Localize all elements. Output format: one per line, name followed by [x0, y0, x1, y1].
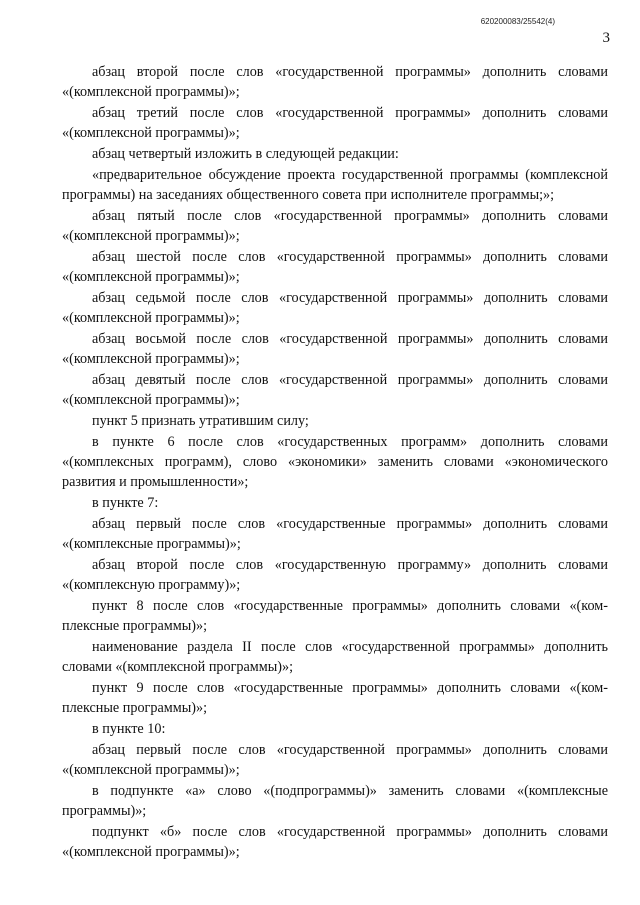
paragraph: абзац второй после слов «государственную программу» дополнить словами «(комплексную программу)»;	[62, 557, 608, 593]
paragraph: абзац восьмой после слов «государственной программы» дополнить словами «(комплексной программы)»;	[62, 331, 608, 367]
paragraph: абзац первый после слов «государственные программы» дополнить словами «(комплексные программы)»;	[62, 516, 608, 552]
paragraph: абзац третий после слов «государственной программы» дополнить словами «(комплексной программы)»;	[62, 105, 608, 141]
document-body	[62, 62, 608, 863]
paragraph: наименование раздела II после слов «государственной программы» дополнить словами «(комплексной программы)»;	[62, 639, 608, 675]
paragraph: в пункте 6 после слов «государственных программ» дополнить словами «(комплексных программ), слово «экономики» заменить словами «экономического развития и промышленности»;	[62, 434, 608, 490]
paragraph: в пункте 7:	[92, 495, 159, 511]
paragraph: абзац первый после слов «государственной программы» дополнить словами «(комплексной программы)»;	[62, 742, 608, 778]
paragraph: пункт 8 после слов «государственные программы» дополнить словами «(комплексные программы)»;	[62, 598, 608, 634]
document-code: 620200083/25542(4)	[480, 17, 555, 26]
paragraph: подпункт «б» после слов «государственной программы» дополнить словами «(комплексной программы)»;	[62, 824, 608, 860]
paragraph: пункт 5 признать утратившим силу;	[92, 413, 309, 429]
paragraph: абзац седьмой после слов «государственной программы» дополнить словами «(комплексной программы)»;	[62, 290, 608, 326]
paragraph: в подпункте «а» слово «(подпрограммы)» заменить словами «(комплексные программы)»;	[62, 783, 608, 819]
paragraph: пункт 9 после слов «государственные программы» дополнить словами «(комплексные программы)»;	[62, 680, 608, 716]
paragraph: в пункте 10:	[92, 721, 166, 737]
paragraph: абзац шестой после слов «государственной программы» дополнить словами «(комплексной программы)»;	[62, 249, 608, 285]
paragraph: абзац девятый после слов «государственной программы» дополнить словами «(комплексной программы)»;	[62, 372, 608, 408]
paragraph: абзац четвертый изложить в следующей редакции:	[92, 146, 399, 162]
paragraph: «предварительное обсуждение проекта государственной программы (комплексной программы) на заседаниях общественного совета при исполнителе программы;»;	[62, 167, 608, 203]
paragraph: абзац второй после слов «государственной программы» дополнить словами «(комплексной программы)»;	[62, 64, 608, 100]
paragraph: абзац пятый после слов «государственной программы» дополнить словами «(комплексной программы)»;	[62, 208, 608, 244]
page-number: 3	[602, 30, 610, 46]
